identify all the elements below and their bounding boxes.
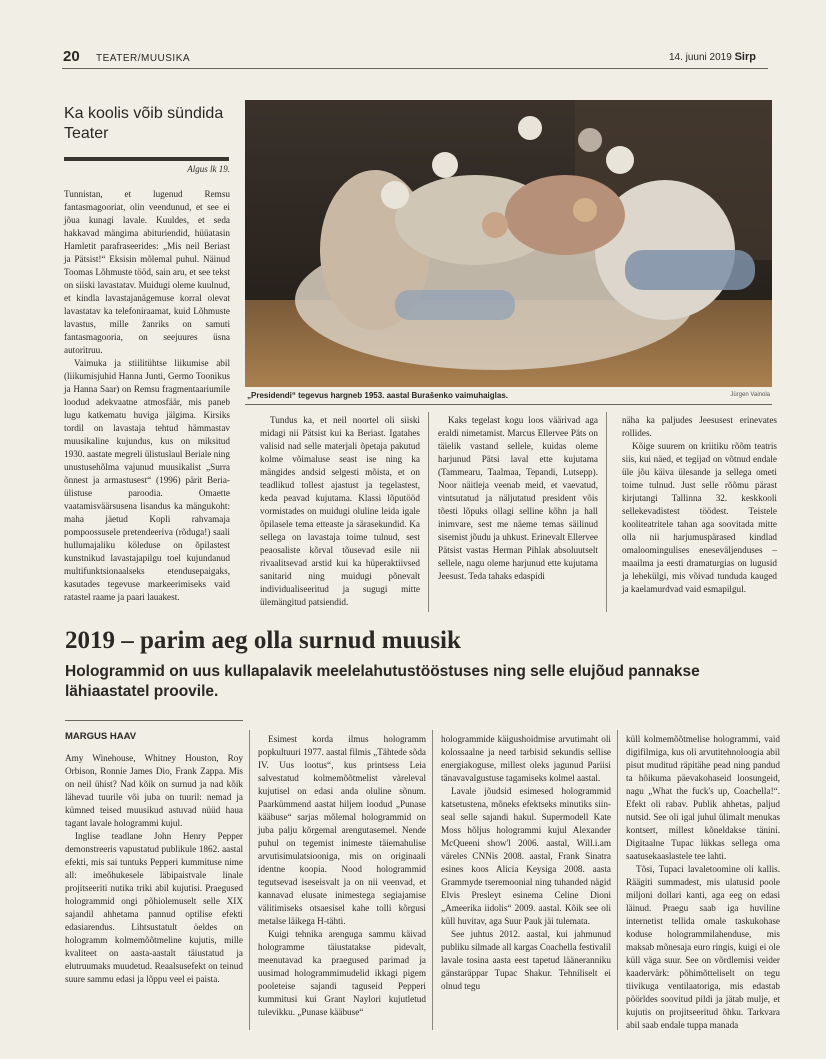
- brand-name: Sirp: [734, 51, 756, 63]
- continued-from: Algus lk 19.: [187, 164, 230, 174]
- article1-column-3: [438, 414, 598, 583]
- paragraph: Tõsi, Tupaci lavaletoomine oli kallis. Räägiti summadest, mis ulatusid poole miljoni dollari kanti, aga eeg on edasi läinud. Praegu saab iga huviline internetist tellida omale taskukohase koduse hologrammilahenduse, mis maksab mõnesaja euro ringis, kuigi ei ole küll väga suur. See on võrdlemisi veider kaadervärk: põhimõtteliselt on tegu tiivikuga ventilaatoriga, mis edastab pöörldes soovitud pildi ja jätab mulje, et kujutis on projitseeritud õhku. Tarkvara abil saab endale tuppa manada: [626, 864, 780, 1030]
- paragraph: Tundus ka, et neil noortel oli siiski midagi nii Pätsist kui ka Beriast. Igatahes valisid nad selle materjali õpetaja pakutud kolme võimaluse seast ise ning ka mängides andsid selgesti mõista, et on teadlikud tollest ajastust ja tegelastest, keda peavad kujutama. Klassi lõputööd vormistades on muidugi oluline leida igale õpilasele tema etteaste ja särasekundid. Ka sellega on lavastaja toime tulnud, sest peaosaliste kõrval tõusevad esile nii rivaalitsevad arstid kui ka hüperaktiivsed sanitarid ning muidugi põnevalt individualiseeritud ja sugugi mitte ülemängitud patsiendid.: [260, 415, 420, 607]
- kicker-rule: [64, 157, 229, 161]
- paragraph: hologrammide käigushoidmise arvutimaht oli kolossaalne ja need tarbisid sekundis sellise energiakoguse, millest oleks jagunud Pariisi tänavavalgustuse tagamiseks kolmel aastal.: [441, 734, 611, 783]
- paragraph: Kõige suurem on kriitiku rõõm teatris siis, kui näed, et tegijad on võtnud endale üle jõu käiva ülesande ja sellega ometi toime tulnud. Just selle rõõmu pärast kirjutangi Tallinna 32. keskkooli sellekevadistest töödest. Teistele kooliteatritele tahan aga soovitada mitte olla nii harjumuspärased kindlad omaloomingulises eneseväljenduses – maailma ja eesti dramaturgias on lugusid ja lehekülgi, mis võivad tunduda kauged ja kaelamurdvad vaid esmapilgul.: [622, 441, 777, 594]
- column-divider: [606, 412, 607, 612]
- column-divider: [428, 412, 429, 612]
- header-rule: [62, 68, 768, 69]
- article2-column-4: [626, 733, 780, 1032]
- photo-caption: „Presidendi“ tegevus hargneb 1953. aastal Burašenko vaimuhaiglas.: [247, 391, 508, 400]
- paragraph: Kuigi tehnika arenguga sammu käivad hologrammе täiustatakse pidevalt, meenutavad ka praegused parimad ja uusimad hologrammimudelid ikkagi pigem pooleteise sajandi taguseid Pepperi kummitusi kui Grant Naylori kujutletud tulevikku. „Punase kääbuse“: [258, 929, 426, 1017]
- article1-column-1: [64, 188, 230, 604]
- column-divider: [432, 730, 433, 1030]
- paragraph: Lavale jõudsid esimesed hologrammid katsetustena, mõneks efektseks minutiks siin-seal selle sajandi hakul. Supermodell Kate Moss hõljus hologrammi kujul Alexander McQueeni show'l 2006. aastal, Will.i.am väreles CNNis 2008. aastal, Frank Sinatra esines koos Alicia Keysiga 2008. aasta Grammyde tseremoonial ning tuhanded nägid Elvis Presleyt esinema Celine Dioni „Ameerika iidolis“ 2009. aastal. Kõik see oli küll huvitav, aga Suur Pauk jäi tulemata.: [441, 786, 611, 926]
- issue-date: [669, 51, 756, 63]
- author-rule: [65, 720, 243, 721]
- article1-column-4: [622, 414, 777, 596]
- photo-credit: Jürgen Vainola: [730, 392, 770, 398]
- paragraph: See juhtus 2012. aastal, kui jahmunud publiku silmade all kargas Coachella festivalil lavale tosina aasta eest tapetud lääneranniku gänstaräppar Tupac Shakur. Tehniliselt ei olnud tegu: [441, 929, 612, 991]
- paragraph: näha ka paljudes Jeesusest erinevates rollides.: [622, 415, 777, 438]
- paragraph: Kaks tegelast kogu loos väärivad aga eraldi nimetamist. Marcus Ellervee Päts on täielik vastand sellele, kuidas oleme harjunud Pätsi laval ette kujutama (Tammearu, Taalmaa, Tepandi, Lutsepp). Noor näitleja veenab meid, et vaevatud, vintsutatud ja näljutatud president võis tõesti lõpuks ollagi selline kõhn ja hall inimvare, sest me näeme temas säilinud sisemist jõudu ja uhkust. Erinevalt Ellervee Pätsist vastas Herman Pihlak absoluutselt sellele, nagu oleme harjunud ette kujutama Jeesust. Teda tahaks edaspidi: [438, 415, 598, 581]
- article2-dek: Hologrammid on uus kullapalavik meelelahutustööstuses ning selle elujõud pannakse lähiaastatel proovile.: [65, 663, 700, 700]
- page-number: 20: [63, 48, 80, 65]
- paragraph: Inglise teadlane John Henry Pepper demonstreeris vapustatud publikule 1862. aastal efekti, mis sai tuntuks Pepperi kummituse nime all: imeõhukesele läbipaistvale linale projitseeriti nutika triki abil kujutisi. Praegused hologrammid ongi põhiolemuselt selle XIX sajandil ahhetama pannud optilise efekti edasiarendus. Lihtsustatult öeldes on hologramm kolmemõõtmeline kujutis, mille kvaliteet on aasta-aastalt täiustatud ja elutruumaks muudetud. Reaalsusefekt on teinud suure sammu edasi ja lõppu veel ei paista.: [65, 831, 243, 984]
- paragraph: Amy Winehouse, Whitney Houston, Roy Orbison, Ronnie James Dio, Frank Zappa. Mis on neil ühist? Nad kõik on surnud ja nad kõik lähevad tuurile või juba on tuuril: nemad ja kümned teised muusikud astuvad nüüd haua tagant lavale hologrammi kujul.: [65, 753, 243, 828]
- paragraph: Esimest korda ilmus hologramm popkultuuri 1977. aastal filmis „Tähtede sõda IV. Uus lootus“, kus printsess Leia salvestatud kolmemõõtmelist vàreleval kujutisel on edasi anda oluline sõnum. Paarkümmend aastat hiljem loodud „Punase kääbuse“ sarjas mõlemal hologrammid on juba palju kõrgemal arengutasemel. Nende puhul on tegemist inimeste täiemahulise arvutisimulatsiooniga, mis on originaali identne koopia. Nood hologrammid tegutsevad iseseisvalt ja on nii veenvad, et kannavad elusate inimestega segiajamise välitimiseks otsaesisel kahe tolli kõrgusi metalse läikega H-tähti.: [258, 734, 426, 926]
- article2-column-2: [258, 733, 426, 1019]
- caption-rule: [245, 404, 772, 405]
- author-byline: MARGUS HAAV: [65, 731, 137, 742]
- column-divider: [249, 730, 250, 1030]
- paragraph: küll kolmemõõtmelise hologrammi, vaid digifilmiga, kus oli arvutitehnoloogia abil pisut muditud räpitähe pead ning pandud ta hõikuma päevakohaseid loosungeid, nagu „What the fuck's up, Coachella!“. Efekt oli rabav. Publik ahhetas, paljud nutsid. See oli igal juhul ülimalt menukas kontsert, millest kõneldakse tänini. Digitaalne Tupac lükkas sellega oma saatusekaaslastele tee lahti.: [626, 734, 780, 861]
- article1-column-2: [260, 414, 420, 609]
- stage-scene-image: [245, 100, 772, 387]
- paragraph: Vaimuka ja stiilitühtse liikumise abil (liikumisjuhid Hanna Junti, Germo Toonikus ja Hanna Saar) on Remsu fragmentaariumile loodud adekvaatne atmosfäär, mis paneb lugu katkematu huviga jälgima. Kirsiks tordil on lavastaja tehtud hämmastav muusikaline kujundus, kus on miksitud 1930. aastate megreli ülistuslaul Beriale ning unustusehõlma vajunud muusikalist „Surra õnnest ja armastusest“ (1996) pärit Beria-ülistuse paroodia. Omaette vaatamisväärsusena lisandus ka mängukoht: maha jäetud Kopli rahvamaja pompoossusele pretendeeriva (rõduga!) saali hullumajaliku köleduse on õpilastest kunstnikud lavastajapilgu toel kujundanud multifunktsionaalseks etendusepaigaks, kasutades tegevuse markeerimiseks vaid ratastel raame ja paari lauakest.: [64, 358, 230, 602]
- section-label: TEATER/MUUSIKA: [96, 53, 191, 64]
- paragraph: Tunnistan, et lugenud Remsu fantasmagooriat, olin veendunud, et see ei jõua kunagi lavale. Kuuldes, et seda hakkavad mängima abituriendid, hüüatasin Hamletit parafraseerides: „Mis neil Beriast ja Pätsist!“ Eksisin mõlemal puhul. Näinud Toomas Lõhmuste tööd, sain aru, et see tekst on siiski lavastatav. Muidugi oleme kuulnud, et kindla lavastajanägemuse korral olevat lavastatav ka telefoniraamat, kuid Lõhmuste lavastus, mille žanriks on samuti fantasmagooria, on seejuures üsna autoritruu.: [64, 189, 230, 355]
- column-divider: [617, 730, 618, 1030]
- article2-column-3: [441, 733, 611, 993]
- article-photo: [245, 100, 772, 387]
- date-text: 14. juuni 2019: [668, 52, 732, 63]
- article2-headline: 2019 – parim aeg olla surnud muusik: [65, 627, 461, 654]
- article1-kicker: Ka koolis võib sündida Teater: [64, 105, 224, 142]
- article2-column-1: [65, 752, 243, 986]
